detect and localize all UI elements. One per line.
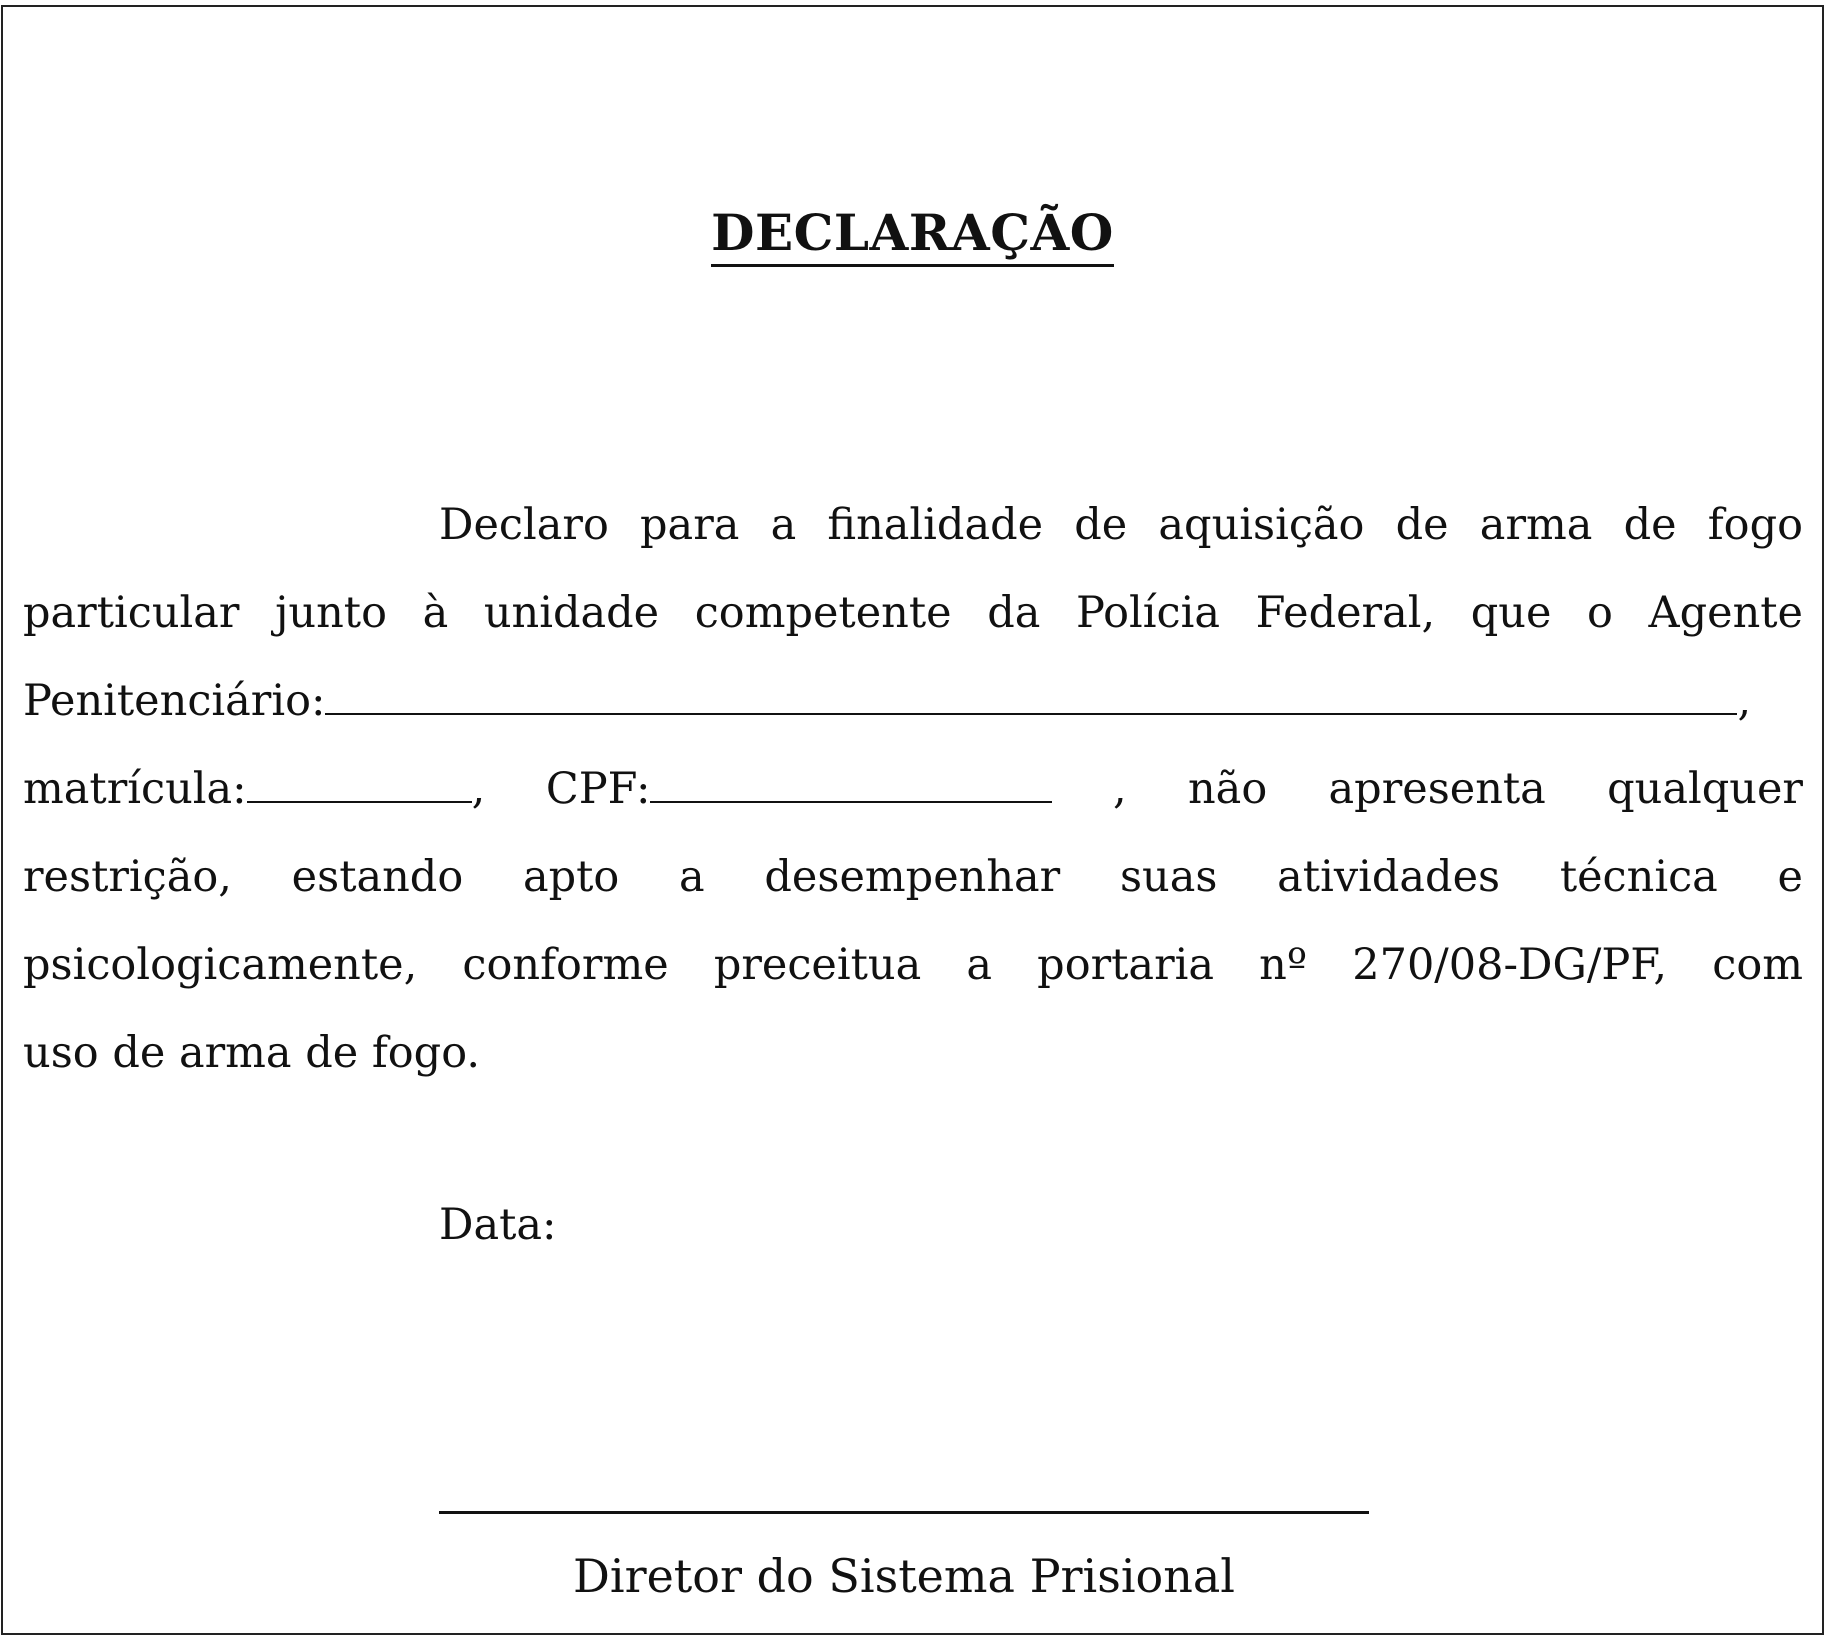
agent-name-label: Penitenciário: (23, 676, 326, 726)
body-line-4-rest: , não apresenta qualquer (1112, 764, 1803, 814)
body-line-1: Declaro para a finalidade de aquisição de arma de fogo (439, 500, 1803, 550)
agent-name-field[interactable] (325, 677, 1737, 715)
cpf-group (546, 745, 1053, 833)
registration-label: matrícula: (23, 764, 247, 814)
cpf-label: CPF: (545, 764, 651, 814)
body-line-6: psicologicamente, conforme preceitua a portaria nº 270/08-DG/PF, com (23, 940, 1803, 990)
registration-field[interactable] (247, 765, 472, 803)
declaration-body (23, 481, 1803, 1097)
signature-caption: Diretor do Sistema Prisional (573, 1549, 1235, 1603)
body-line-5: restrição, estando apto a desempenhar suas atividades técnica e (23, 852, 1803, 902)
body-line-4 (23, 745, 1803, 833)
cpf-field[interactable] (650, 765, 1052, 803)
date-label: Data: (439, 1200, 557, 1250)
document-title (3, 203, 1822, 262)
document-title-text: DECLARAÇÃO (711, 203, 1114, 267)
registration-comma: , (471, 764, 486, 814)
body-line-3 (23, 657, 1803, 745)
document-frame (1, 5, 1824, 1635)
body-line-7: uso de arma de fogo. (23, 1028, 481, 1078)
signature-line[interactable] (439, 1511, 1369, 1514)
body-line-2: particular junto à unidade competente da Polícia Federal, que o Agente (23, 588, 1803, 638)
registration-group (23, 745, 485, 833)
agent-name-comma: , (1737, 676, 1752, 726)
